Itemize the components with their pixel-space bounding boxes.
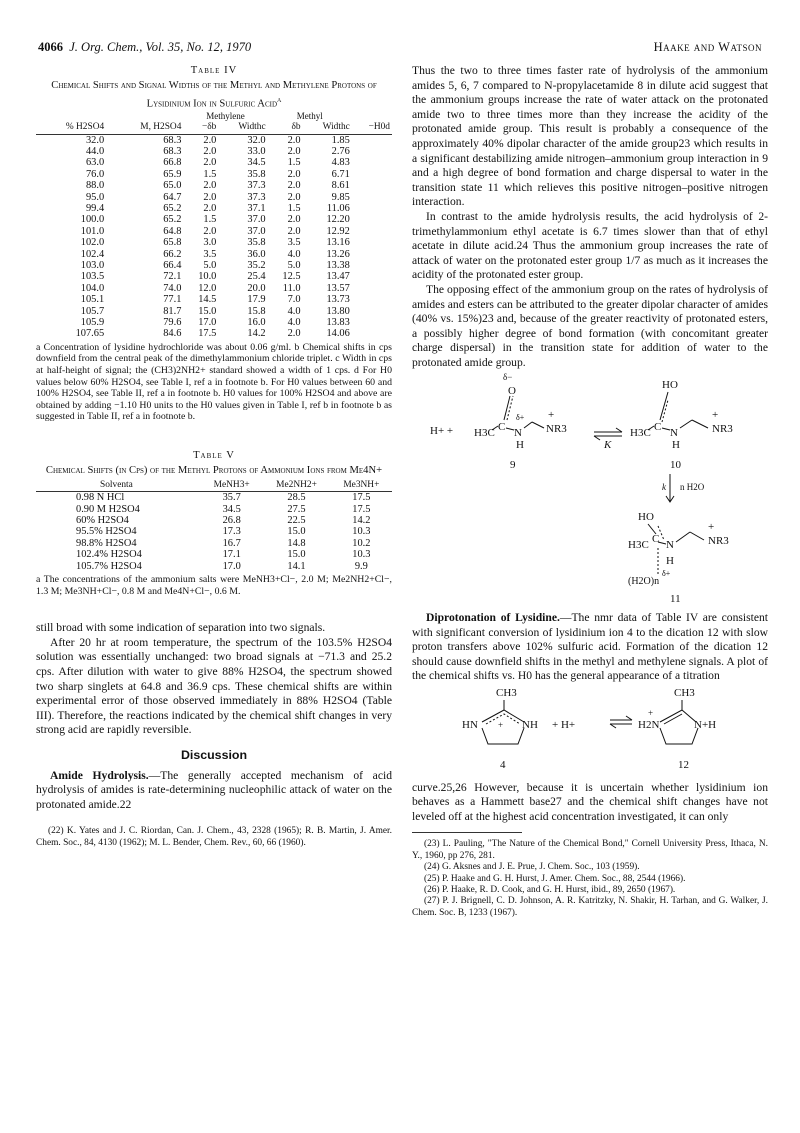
table4-row xyxy=(36,157,392,168)
table5-cell: 34.5 xyxy=(222,503,241,515)
table4-cell: 65.2 xyxy=(163,214,182,226)
table4-cell: 66.4 xyxy=(163,260,182,272)
table4-row xyxy=(36,260,392,271)
table4-cell: 81.7 xyxy=(163,305,182,317)
right-paragraph-1: Thus the two to three times faster rate of hydrolysis of the ammonium amides 5, 6, 7 compared to N-propylacetamide 8 in dilute acid suggest that the ammonium groups increase the rate of water attack on the protonated amide two to three times more than they increase the acidity of the protonated amide group. This result is probably a consequence of the approximately 40% dipolar character of the amide group23 which results in a significant destabilizing amide nitrogen–ammonium group interaction in 9 and a high degree of bond formation and charge dispersal to water in the transition state 11 which relieves this positive nitrogen–positive nitrogen interaction. xyxy=(412,64,768,209)
table4-cell: 11.0 xyxy=(282,282,301,294)
table5-row xyxy=(36,538,392,549)
table5-cell: 26.8 xyxy=(222,515,241,527)
table5-footnote: a The concentrations of the ammonium salts were MeNH3+Cl−, 2.0 M; Me2NH2+Cl−, 1.3 M; Me3NH+Cl−, 0.8 M and Me4N+Cl−, 0.6 M. xyxy=(36,574,392,597)
header-left xyxy=(38,40,251,55)
table4-cell: 102.4 xyxy=(80,248,105,260)
table5-caption: Chemical Shifts (in Cps) of the Methyl Protons of Ammonium Ions from Me4N+ xyxy=(45,465,383,477)
table4-cell: 14.2 xyxy=(247,328,266,340)
scheme2-bonds xyxy=(482,700,698,744)
table5-title: Table V xyxy=(193,450,235,462)
table4-cell: 77.1 xyxy=(163,294,182,306)
table4-cell: 15.0 xyxy=(198,305,217,317)
table5-cell: 17.0 xyxy=(222,560,241,572)
table4-caption: Chemical Shifts and Signal Widths of the Methyl and Methylene Protons of Lysidinium Ion in Sulfuric Acid$^a$ xyxy=(51,80,377,110)
table4-col-header: −δb xyxy=(201,122,217,133)
table4-cell: 2.0 xyxy=(203,145,217,157)
table4-cell: 105.9 xyxy=(80,317,105,329)
table4-cell: 12.5 xyxy=(282,271,301,283)
table4-cell: 63.0 xyxy=(85,157,105,169)
table4-cell: 14.06 xyxy=(326,328,350,340)
table4-cell: 101.0 xyxy=(80,225,105,237)
table4-row xyxy=(36,180,392,191)
scheme-h2on: (H2O)n xyxy=(628,576,660,588)
table4-cell: 2.0 xyxy=(287,134,301,146)
table4-title: Table IV xyxy=(190,65,238,76)
table4-col-header: −H0d xyxy=(368,122,390,133)
scheme-ho-10: HO xyxy=(662,379,678,392)
table4-cell: 99.4 xyxy=(85,203,105,214)
table4-cell: 13.83 xyxy=(326,317,350,329)
table4-cell: 12.0 xyxy=(198,282,217,294)
table4-col-header: M, H2SO4 xyxy=(140,122,182,133)
right-column xyxy=(412,64,768,1109)
table4-cell: 65.9 xyxy=(163,168,182,180)
table4-cell: 37.3 xyxy=(247,180,266,192)
right-paragraph-3: The opposing effect of the ammonium group on the rates of hydrolysis of amides and esters can be attributed to the greater dipolar character of amides (40% vs. 15%)23 and, because of the greater reactivity of protonated esters, a possibly higher degree of bond formation (with concomitant greater charge dispersal) in the transition state for addition of water to the protonated amide group. xyxy=(412,282,768,369)
scheme-c-10: C xyxy=(654,421,662,434)
scheme2-plus-h: + H+ xyxy=(552,719,576,732)
table4-cell: 88.0 xyxy=(85,180,105,192)
table4-row xyxy=(36,317,392,328)
table4-cell: 13.73 xyxy=(326,294,350,306)
table4-cell: 107.65 xyxy=(75,328,105,340)
table4-cell: 4.0 xyxy=(287,317,301,329)
reference-item: (24) G. Aksnes and J. E. Prue, J. Chem. Soc., 103 (1959). xyxy=(424,862,640,873)
table4-cell: 4.83 xyxy=(331,157,350,169)
table4-cell: 17.0 xyxy=(198,317,217,329)
table5-cell: 17.1 xyxy=(222,549,241,561)
table5-cell: 102.4% H2SO4 xyxy=(76,549,142,561)
table4-row xyxy=(36,226,392,237)
table4-row xyxy=(36,249,392,260)
table5-cell: 14.8 xyxy=(287,537,306,549)
scheme-k-rate: k xyxy=(662,482,666,493)
table4-cell: 13.26 xyxy=(326,248,350,260)
table4-cell: 14.5 xyxy=(198,294,217,306)
table5-row xyxy=(36,492,392,504)
scheme2-nh-plus: N+H xyxy=(694,719,717,732)
scheme-n-10: N xyxy=(670,427,678,440)
table4-cell: 36.0 xyxy=(247,248,266,260)
table4-cell: 65.2 xyxy=(163,203,182,214)
table4-cell: 105.1 xyxy=(80,294,105,306)
table4-cell: 66.2 xyxy=(163,248,182,260)
scheme-nr3-9: NR3 xyxy=(546,423,567,436)
scheme-h3c-9: H3C xyxy=(474,427,495,440)
scheme-plus-9: + xyxy=(548,409,555,422)
scheme-delta-minus: δ− xyxy=(503,372,513,383)
table4 xyxy=(36,111,392,340)
table4-cell: 66.8 xyxy=(163,157,182,169)
scheme-ho-11: HO xyxy=(638,511,654,524)
table4-row xyxy=(36,192,392,203)
table4-cell: 64.7 xyxy=(163,191,182,203)
table4-cell: 2.0 xyxy=(287,214,301,226)
table5-cell: 105.7% H2SO4 xyxy=(76,560,142,572)
table4-cell: 11.06 xyxy=(326,203,350,214)
table4-col-header: Widthc xyxy=(238,122,266,133)
table4-group-methylene: Methylene xyxy=(206,110,245,121)
table4-cell: 102.0 xyxy=(80,237,105,249)
table4-row xyxy=(36,146,392,157)
scheme-plus-11: + xyxy=(708,521,715,534)
scheme2-ch3-4: CH3 xyxy=(496,687,517,700)
scheme-plus-10: + xyxy=(712,409,719,422)
reference-item: (25) P. Haake and G. H. Hurst, J. Amer. Chem. Soc., 88, 2544 (1966). xyxy=(424,873,686,884)
table4-cell: 68.3 xyxy=(163,134,182,146)
table4-cell: 76.0 xyxy=(85,168,105,180)
table4-cell: 3.5 xyxy=(203,248,217,260)
table4-cell: 2.0 xyxy=(203,157,217,169)
table4-row xyxy=(36,214,392,225)
reference-item: (26) P. Haake, R. D. Cook, and G. H. Hurst, ibid., 89, 2650 (1967). xyxy=(424,885,676,896)
table4-cell: 5.0 xyxy=(203,260,217,272)
scheme-hplus: H+ + xyxy=(430,425,454,438)
table4-cell: 1.5 xyxy=(203,168,217,180)
table4-cell: 2.0 xyxy=(287,145,301,157)
table4-cell: 105.7 xyxy=(80,305,105,317)
left-paragraph-1: still broad with some indication of separation into two signals. xyxy=(36,621,326,635)
table4-cell: 5.0 xyxy=(287,260,301,272)
table4-cell: 68.3 xyxy=(163,145,182,157)
table4-cell: 7.0 xyxy=(287,294,301,306)
scheme-nr3-10: NR3 xyxy=(712,423,733,436)
table4-cell: 34.5 xyxy=(247,157,266,169)
table5-cell: 0.90 M H2SO4 xyxy=(76,503,140,515)
scheme2-plus-12: + xyxy=(648,708,654,719)
table5-row xyxy=(36,549,392,560)
scheme-c-9: C xyxy=(498,421,506,434)
table4-cell: 2.0 xyxy=(287,225,301,237)
table4-cell: 65.0 xyxy=(163,180,182,192)
table5-col-header: Solventa xyxy=(100,479,133,490)
table4-row xyxy=(36,294,392,305)
table5-cell: 15.0 xyxy=(287,549,306,561)
table5-cell: 27.5 xyxy=(287,503,306,515)
table4-row xyxy=(36,328,392,339)
table4-cell: 17.5 xyxy=(198,328,217,340)
table5-cell: 17.3 xyxy=(222,526,241,538)
table4-cell: 103.5 xyxy=(80,271,105,283)
table5-row xyxy=(36,515,392,526)
table4-cell: 8.61 xyxy=(331,180,350,192)
right-paragraph-2: In contrast to the amide hydrolysis results, the acid hydrolysis of 2-trimethylammonium ethyl acetate is 6.7 times slower than that of ethyl acetate in dilute acid.24 Thus the ammonium group increases the rate of attack of water on the protonated ester group 1/7 as much as it increases the acidity of the protonated ester group. xyxy=(412,209,768,282)
table5-cell: 28.5 xyxy=(287,492,306,504)
scheme-h-9: H xyxy=(516,439,524,452)
scheme2-plus-4: + xyxy=(498,720,504,731)
table5-row xyxy=(36,504,392,515)
table4-cell: 72.1 xyxy=(163,271,182,283)
scheme-h-11: H xyxy=(666,555,674,568)
table4-cell: 1.5 xyxy=(203,214,217,226)
table5 xyxy=(36,480,392,572)
scheme-h3c-11: H3C xyxy=(628,539,649,552)
table4-cell: 20.0 xyxy=(247,282,266,294)
table4-cell: 1.85 xyxy=(331,134,350,146)
table4-cell: 37.3 xyxy=(247,191,266,203)
table4-cell: 25.4 xyxy=(247,271,266,283)
table4-cell: 84.6 xyxy=(163,328,182,340)
scheme-label-10: 10 xyxy=(670,459,681,472)
table4-row xyxy=(36,271,392,282)
reaction-scheme-lysidine xyxy=(412,684,768,776)
scheme-n-11: N xyxy=(666,539,674,552)
table4-cell: 17.9 xyxy=(247,294,266,306)
table4-col-header: δb xyxy=(291,122,301,133)
scheme-n-9: N xyxy=(514,427,522,440)
table4-cell: 32.0 xyxy=(247,134,266,146)
table4-cell: 16.0 xyxy=(247,317,266,329)
reference-item: (23) L. Pauling, "The Nature of the Chemical Bond," Cornell University Press, Ithaca, N. Y., 1960, pp 276, 281. xyxy=(412,839,768,861)
table4-cell: 2.0 xyxy=(203,203,217,214)
table5-cell: 17.5 xyxy=(352,492,371,504)
table4-cell: 13.47 xyxy=(326,271,350,283)
table4-cell: 4.0 xyxy=(287,248,301,260)
table4-cell: 32.0 xyxy=(85,134,105,146)
left-column xyxy=(36,64,392,1109)
table5-col-header: MeNH3+ xyxy=(213,479,250,490)
table4-cell: 44.0 xyxy=(85,145,105,157)
page-number: 4066 xyxy=(38,40,63,54)
table4-row xyxy=(36,283,392,294)
references xyxy=(412,839,768,919)
table4-cell: 1.5 xyxy=(287,157,301,169)
table5-cell: 14.2 xyxy=(352,515,371,527)
table4-row xyxy=(36,134,392,146)
scheme-nh2o: n H2O xyxy=(680,482,705,493)
left-paragraph-3: Amide Hydrolysis.—The generally accepted mechanism of acid hydrolysis of amides is rate-determining nucleophilic attack of water on the protonated amide.22 xyxy=(36,768,392,811)
table5-row xyxy=(36,561,392,572)
table5-cell: 35.7 xyxy=(222,492,241,504)
scheme2-ch3-12: CH3 xyxy=(674,687,695,700)
table4-cell: 2.0 xyxy=(287,191,301,203)
table4-cell: 2.0 xyxy=(203,180,217,192)
table4-cell: 37.1 xyxy=(247,203,266,214)
table4-row xyxy=(36,169,392,180)
table5-cell: 16.7 xyxy=(222,537,241,549)
table5-cell: 9.9 xyxy=(354,560,368,572)
table4-cell: 13.16 xyxy=(326,237,350,249)
table4-cell: 35.8 xyxy=(247,168,266,180)
table4-cell: 9.85 xyxy=(331,191,350,203)
running-header xyxy=(38,40,762,56)
reaction-scheme-amide xyxy=(412,370,768,606)
scheme-o-9: O xyxy=(508,385,516,398)
left-paragraph-2: After 20 hr at room temperature, the spectrum of the 103.5% H2SO4 solution was essentially unchanged: two broad signals at −71.3 and 25.2 cps. After dilution with water to give 88% H2SO4, the spectrum showed two sharp singlets at 64.8 and 36.9 cps. These chemical shifts are within experimental error of those observed immediately in 88% H2SO4 (Table III). Therefore, the reactions indicated by the chemical shift changes in very strong acid are rapidly reversible. xyxy=(36,635,392,737)
table4-col-header: % H2SO4 xyxy=(65,122,105,133)
scheme-nr3-11: NR3 xyxy=(708,535,729,548)
table4-cell: 64.8 xyxy=(163,225,182,237)
table5-cell: 60% H2SO4 xyxy=(76,515,129,527)
table5-cell: 10.3 xyxy=(352,549,371,561)
table4-cell: 13.38 xyxy=(326,260,350,272)
table4-row xyxy=(36,203,392,214)
right-paragraph-5: curve.25,26 However, because it is uncertain whether lysidinium ion behaves as a Hammett base27 and the chemical shift changes have not leveled off at the highest acid concentration investigated, it can only xyxy=(412,780,768,823)
scheme-delta-plus: δ+ xyxy=(516,413,525,423)
table4-cell: 74.0 xyxy=(163,282,182,294)
right-paragraph-4: Diprotonation of Lysidine.—The nmr data of Table IV are consistent with significant conversion of lysidinium ion 4 to the dication 12 with slow proton transfers above 102% sulfuric acid. Formation of the dication 12 should cause downfield shifts in the methyl and methylene signals. A plot of the chemical shifts vs. H0 has the general appearance of a titration xyxy=(412,611,769,683)
scheme-delta-plus-11: δ+ xyxy=(662,569,671,579)
scheme-label-11: 11 xyxy=(670,593,681,606)
table5-cell: 98.8% H2SO4 xyxy=(76,537,137,549)
table4-cell: 35.2 xyxy=(247,260,266,272)
scheme2-label-12: 12 xyxy=(678,759,689,772)
table4-cell: 33.0 xyxy=(247,145,266,157)
table4-cell: 2.0 xyxy=(203,134,217,146)
table5-cell: 22.5 xyxy=(287,515,306,527)
discussion-heading: Discussion xyxy=(180,748,248,763)
table4-cell: 3.5 xyxy=(287,237,301,249)
table5-col-header: Me3NH+ xyxy=(343,479,380,490)
table4-cell: 95.0 xyxy=(85,191,105,203)
table5-cell: 14.1 xyxy=(287,560,306,572)
scheme-bonds xyxy=(492,392,708,579)
table5-cell: 15.0 xyxy=(287,526,306,538)
table4-cell: 103.0 xyxy=(80,260,105,272)
scheme2-nh: NH xyxy=(522,719,538,732)
table4-cell: 10.0 xyxy=(198,271,217,283)
journal-citation: J. Org. Chem., Vol. 35, No. 12, 1970 xyxy=(69,40,252,54)
scheme2-label-4: 4 xyxy=(500,759,506,772)
reference-22: (22) K. Yates and J. C. Riordan, Can. J. Chem., 43, 2328 (1965); R. B. Martin, J. Amer. Chem. Soc., 84, 4130 (1962); M. L. Bender, Chem. Rev., 60, 66 (1960). xyxy=(36,826,392,848)
table4-cell: 79.6 xyxy=(163,317,182,329)
table4-col-header: Widthc xyxy=(322,122,350,133)
footnote-rule xyxy=(412,832,522,833)
table4-cell: 2.76 xyxy=(331,145,350,157)
table4-cell: 2.0 xyxy=(203,191,217,203)
table4-cell: 2.0 xyxy=(287,328,301,340)
table4-cell: 2.0 xyxy=(287,168,301,180)
table4-cell: 13.57 xyxy=(326,282,350,294)
table4-row xyxy=(36,237,392,248)
header-authors: Haake and Watson xyxy=(653,40,762,54)
table4-cell: 13.80 xyxy=(326,305,350,317)
table4-group-methyl: Methyl xyxy=(296,110,323,121)
table5-cell: 10.3 xyxy=(352,526,371,538)
table4-cell: 1.5 xyxy=(287,203,301,214)
table4-cell: 37.0 xyxy=(247,225,266,237)
scheme-c-11: C xyxy=(652,533,660,546)
table5-row xyxy=(36,526,392,537)
table5-col-header: Me2NH2+ xyxy=(276,479,317,490)
scheme-h-10: H xyxy=(672,439,680,452)
scheme2-h2n: H2N xyxy=(638,719,660,732)
table5-cell: 0.98 N HCl xyxy=(76,492,125,504)
scheme-label-9: 9 xyxy=(510,459,516,472)
table4-cell: 2.0 xyxy=(203,225,217,237)
table4-cell: 37.0 xyxy=(247,214,266,226)
table4-cell: 35.8 xyxy=(247,237,266,249)
table4-cell: 15.8 xyxy=(247,305,266,317)
table4-cell: 4.0 xyxy=(287,305,301,317)
scheme-k: K xyxy=(604,439,612,452)
table5-cell: 95.5% H2SO4 xyxy=(76,526,137,538)
table4-row xyxy=(36,306,392,317)
scheme-h3c-10: H3C xyxy=(630,427,651,440)
table4-cell: 65.8 xyxy=(163,237,182,249)
table4-cell: 12.92 xyxy=(326,225,350,237)
table5-cell: 17.5 xyxy=(352,503,371,515)
table4-cell: 6.71 xyxy=(331,168,350,180)
table4-footnote: a Concentration of lysidine hydrochloride was about 0.06 g/ml. b Chemical shifts in cps downfield from the central peak of the dimethylammonium chloride triplet. c Width in cps at half-height of signal; the (CH3)2NH2+ standard showed a width of 1 cps. d For H0 values below 60% H2SO4, see Table I, ref a in footnote b. For H0 values between 60 and 100% H2SO4, see Table II, ref a in footnote b. H0 values for 100% H2SO4 and above are obtained by adding −1.10 H0 units to the H0 values given in Table I, ref b in footnote b as suggested in Table II, ref a in footnote b. xyxy=(36,341,392,423)
table4-cell: 100.0 xyxy=(80,214,105,226)
table4-cell: 3.0 xyxy=(203,237,217,249)
table5-cell: 10.2 xyxy=(352,537,371,549)
table4-cell: 12.20 xyxy=(326,214,350,226)
table4-cell: 2.0 xyxy=(287,180,301,192)
scheme2-hn: HN xyxy=(462,719,478,732)
table4-cell: 104.0 xyxy=(80,282,105,294)
reference-item: (27) P. J. Brignell, C. D. Johnson, A. R. Katritzky, N. Shakir, H. Tarhan, and G. Walker, J. Chem. Soc. B, 1233 (1967). xyxy=(412,896,768,918)
